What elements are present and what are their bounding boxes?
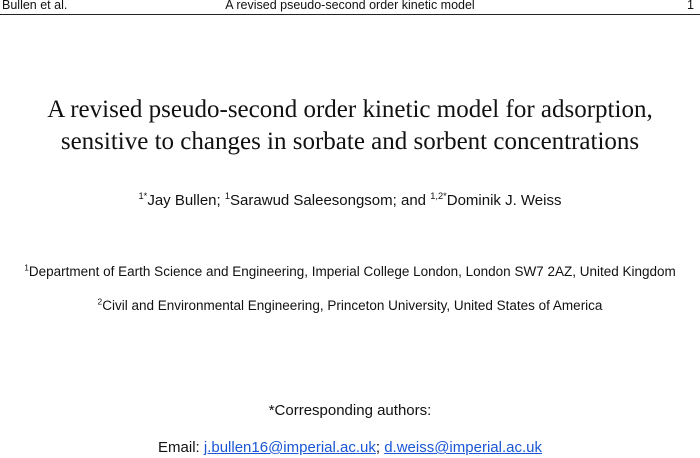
author-2-affiliation-mark: 1 [224, 191, 231, 201]
affiliation-2-mark: 2 [97, 296, 103, 307]
email-link-bullen[interactable]: j.bullen16@imperial.ac.uk [203, 439, 376, 456]
affiliation-1-mark: 1 [24, 262, 29, 273]
author-2-name: Sarawud Saleesongsom [230, 192, 393, 209]
affiliation-1-text: Department of Earth Science and Engineering, Imperial College London, London SW7 2AZ, United Kingdom [28, 264, 676, 279]
author-3-affiliation-mark: 1,2* [430, 191, 447, 201]
title-line-2: sensitive to changes in sorbate and sorbent concentrations [60, 128, 640, 155]
running-header [0, 0, 700, 15]
author-list [0, 191, 700, 211]
email-separator: ; [375, 439, 385, 456]
email-line [0, 438, 700, 458]
corresponding-authors-label: *Corresponding authors: [268, 402, 432, 419]
affiliation-2-text: Civil and Environmental Engineering, Princeton University, United States of America [102, 298, 603, 313]
paper-title [0, 94, 700, 158]
author-separator: ; and [392, 192, 431, 209]
email-label: Email: [158, 439, 204, 456]
author-separator: ; [216, 192, 225, 209]
page-number: 1 [687, 0, 694, 12]
header-short-title: A revised pseudo-second order kinetic model [225, 0, 475, 12]
email-link-weiss[interactable]: d.weiss@imperial.ac.uk [384, 439, 542, 456]
author-1-affiliation-mark: 1* [138, 191, 148, 201]
affiliation-2 [0, 297, 700, 315]
affiliation-1 [0, 263, 700, 281]
author-1-name: Jay Bullen [147, 192, 217, 209]
author-3-name: Dominik J. Weiss [446, 192, 562, 209]
header-authors: Bullen et al. [2, 0, 68, 12]
title-line-1: A revised pseudo-second order kinetic model for adsorption, [47, 96, 653, 123]
